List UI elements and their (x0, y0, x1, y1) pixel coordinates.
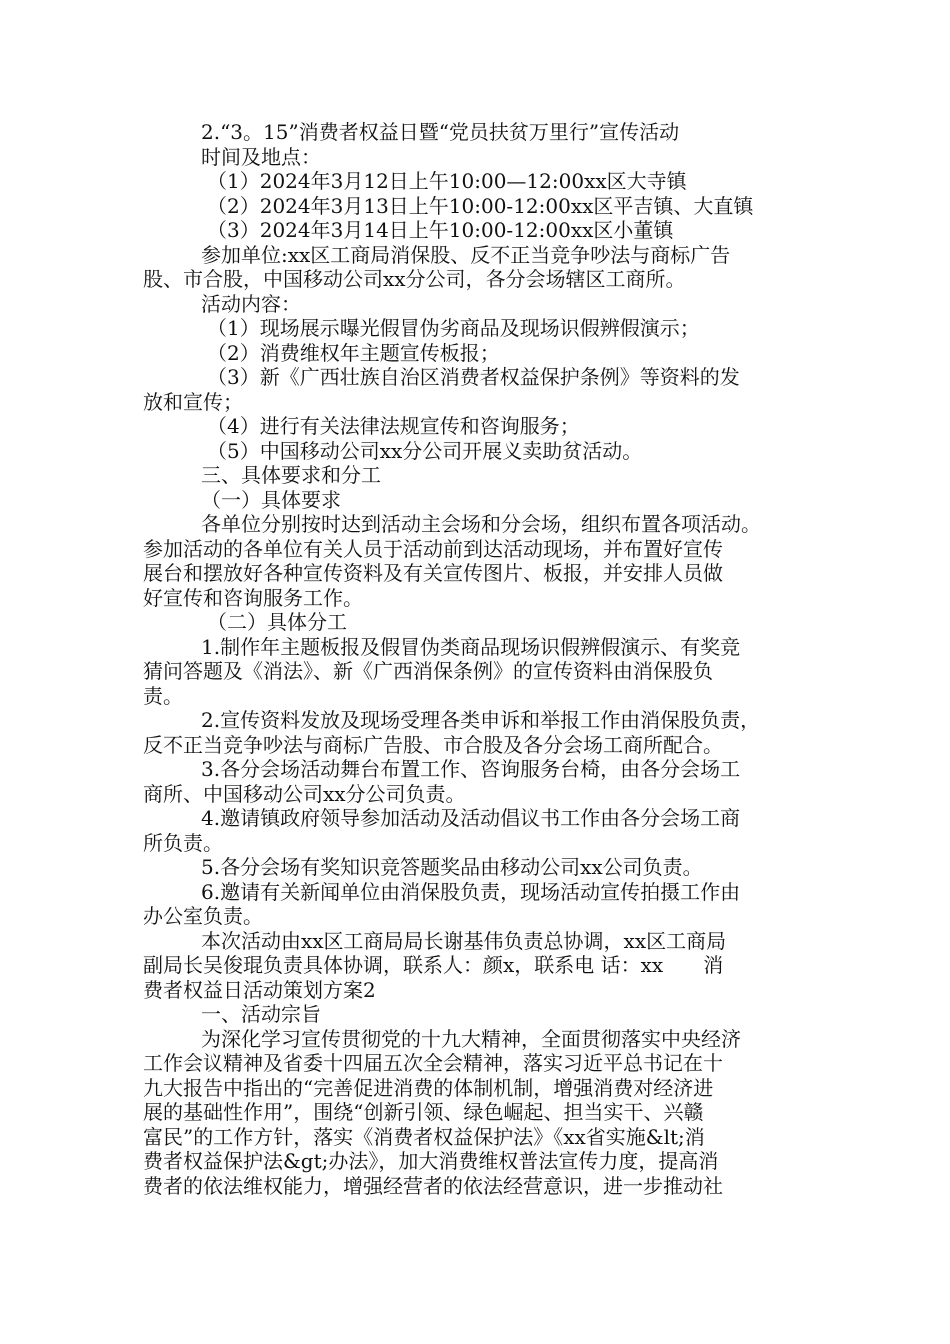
text-line: 费者权益保护法&gt;办法》，加大消费维权普法宣传力度，提高消 (143, 1149, 719, 1173)
text-line: 费者的依法维权能力，增强经营者的依法经营意识，进一步推动社 (143, 1173, 723, 1198)
text-line: 3.各分会场活动舞台布置工作、咨询服务台椅，由各分会场工 (201, 757, 741, 781)
text-line: 活动内容： (201, 291, 301, 316)
text-line: 富民”的工作方针，落实《消费者权益保护法》《xx省实施&lt;消 (143, 1124, 705, 1149)
document-body (143, 120, 808, 1198)
text-line: （3）新《广西壮族自治区消费者权益保护条例》等资料的发 (207, 365, 740, 389)
text-line: 反不正当竞争吵法与商标广告股、市合股及各分会场工商所配合。 (143, 732, 723, 757)
text-line: 副局长吴俊琨负责具体协调，联系人：颜x，联系电 话：xx 消 (143, 953, 724, 977)
text-line: 各单位分别按时达到活动主会场和分会场，组织布置各项活动。 (201, 512, 761, 536)
text-line: 股、市合股，中国移动公司xx分公司，各分会场辖区工商所。 (143, 267, 686, 291)
text-line: 九大报告中指出的“完善促进消费的体制机制，增强消费对经济进 (143, 1075, 714, 1100)
subsection-heading: （二）具体分工 (207, 610, 347, 634)
text-line: 费者权益日活动策划方案2 (143, 977, 376, 1002)
text-line: 猜问答题及《消法》、新《广西消保条例》的宣传资料由消保股负 (143, 659, 713, 683)
text-line: 放和宣传； (143, 389, 243, 414)
text-line: 6.邀请有关新闻单位由消保股负责，现场活动宣传拍摄工作由 (201, 879, 741, 904)
text-line: （5）中国移动公司xx分公司开展义卖助贫活动。 (207, 438, 643, 463)
text-line: （1）现场展示曝光假冒伪劣商品及现场识假辨假演示； (207, 316, 700, 340)
text-line: 本次活动由xx区工商局局长谢基伟负责总协调，xx区工商局 (201, 928, 727, 953)
text-line: 工作会议精神及省委十四届五次全会精神，落实习近平总书记在十 (143, 1051, 723, 1075)
text-line: 所负责。 (143, 830, 223, 855)
text-line: （2）2024年3月13日上午10:00-12:00xx区平吉镇、大直镇 (207, 193, 754, 218)
text-line: 1.制作年主题板报及假冒伪类商品现场识假辨假演示、有奖竞 (201, 634, 741, 659)
text-line: 好宣传和咨询服务工作。 (143, 585, 363, 610)
text-line: 办公室负责。 (143, 904, 263, 928)
text-line: 展台和摆放好各种宣传资料及有关宣传图片、板报，并安排人员做 (143, 561, 723, 585)
text-line: 参加活动的各单位有关人员于活动前到达活动现场，并布置好宣传 (143, 536, 723, 561)
text-line: （3）2024年3月14日上午10:00-12:00xx区小董镇 (207, 218, 674, 242)
text-line: 展的基础性作用”，围绕“创新引领、绿色崛起、担当实干、兴赣 (143, 1100, 704, 1124)
text-line: （1）2024年3月12日上午10:00—12:00xx区大寺镇 (207, 169, 687, 193)
section-heading: 一、活动宗旨 (201, 1002, 321, 1026)
text-line: 责。 (143, 683, 183, 708)
text-line: 为深化学习宣传贯彻党的十九大精神，全面贯彻落实中央经济 (201, 1026, 741, 1051)
text-line: 参加单位:xx区工商局消保股、反不正当竞争吵法与商标广告 (201, 242, 731, 267)
text-line: 2.“3。15”消费者权益日暨“党员扶贫万里行”宣传活动 (201, 120, 680, 144)
text-line: 5.各分会场有奖知识竞答题奖品由移动公司xx公司负责。 (201, 855, 703, 879)
subsection-heading: （一）具体要求 (201, 487, 341, 512)
text-line: （2）消费维权年主题宣传板报； (207, 340, 500, 365)
text-line: 2.宣传资料发放及现场受理各类申诉和举报工作由消保股负责， (201, 708, 761, 732)
text-line: （4）进行有关法律法规宣传和咨询服务； (207, 414, 580, 438)
section-heading: 三、具体要求和分工 (201, 463, 381, 487)
text-line: 时间及地点： (201, 144, 321, 169)
text-line: 商所、中国移动公司xx分公司负责。 (143, 781, 466, 806)
text-line: 4.邀请镇政府领导参加活动及活动倡议书工作由各分会场工商 (201, 806, 741, 830)
